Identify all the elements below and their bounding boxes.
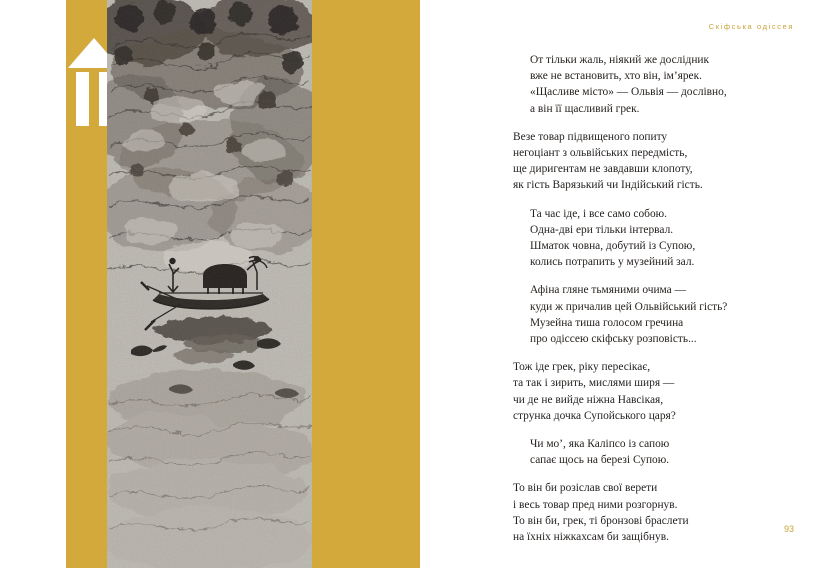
poem-line: як гість Варязький чи Індійський гість. xyxy=(513,179,703,192)
poem-line: «Щасливе місто» — Ольвія — дослівно, xyxy=(530,86,727,99)
poem-line: ще диригентам не завдавши клопоту, xyxy=(513,163,693,176)
poem-line: То він би, грек, ті бронзові браслети xyxy=(513,514,689,527)
poem-line: на їхніх ніжкахсам би защібнув. xyxy=(513,531,669,544)
illustration-plate xyxy=(107,0,312,568)
poem-line: та так і зирить, мислями ширя — xyxy=(513,377,675,390)
poem-line: От тільки жаль, ніякий же дослідник xyxy=(530,54,710,66)
stanza xyxy=(513,480,823,545)
stanza xyxy=(513,52,823,117)
poem-line: Везе товар підвищеного попиту xyxy=(513,130,668,143)
poem-line: Тож іде грек, ріку пересікає, xyxy=(513,361,651,374)
poem-line: Та час іде, і все само собою. xyxy=(530,207,667,220)
poem-line: Афіна гляне тьмяними очима — xyxy=(530,284,686,297)
running-head: Скіфська одіссея xyxy=(708,22,794,31)
engraving-artwork xyxy=(107,0,312,568)
poem-line: Одна-дві ери тільки інтервал. xyxy=(530,223,674,236)
page-number: 93 xyxy=(783,524,794,534)
poem-line: Музейна тиша голосом гречина xyxy=(530,316,684,329)
stanza xyxy=(513,436,823,468)
poem-line: куди ж причалив цей Ольвійський гість? xyxy=(530,300,728,313)
poem-line: вже не встановить, хто він, ім’ярек. xyxy=(530,70,702,83)
poem-line: про одіссею скіфську розповість... xyxy=(530,333,697,346)
poem-line: Чи мо’, яка Каліпсо із сапою xyxy=(530,438,670,451)
left-page-gold-band xyxy=(312,0,420,568)
poem-line: Шматок човна, добутий із Супою, xyxy=(530,240,696,253)
poem-body xyxy=(513,52,823,557)
poem-line: негоціант з ольвійських передмість, xyxy=(513,147,688,160)
poem-line: сапає щось на березі Супою. xyxy=(530,454,670,467)
poem-line: чи де не вийде ніжна Навсікая, xyxy=(513,393,664,406)
poem-line: струнка дочка Супойського царя? xyxy=(513,409,676,422)
stanza xyxy=(513,359,823,424)
poem-line: а він її щасливий грек. xyxy=(530,102,640,115)
poem-line: То він би розіслав свої верети xyxy=(513,482,658,495)
right-page xyxy=(420,0,840,568)
poem-line: колись потрапить у музейний зал. xyxy=(530,256,695,269)
poem-line: і весь товар пред ними розгорнув. xyxy=(513,498,678,511)
stanza xyxy=(513,129,823,194)
stanza xyxy=(513,282,823,347)
left-margin-white xyxy=(0,0,66,568)
stanza xyxy=(513,206,823,271)
